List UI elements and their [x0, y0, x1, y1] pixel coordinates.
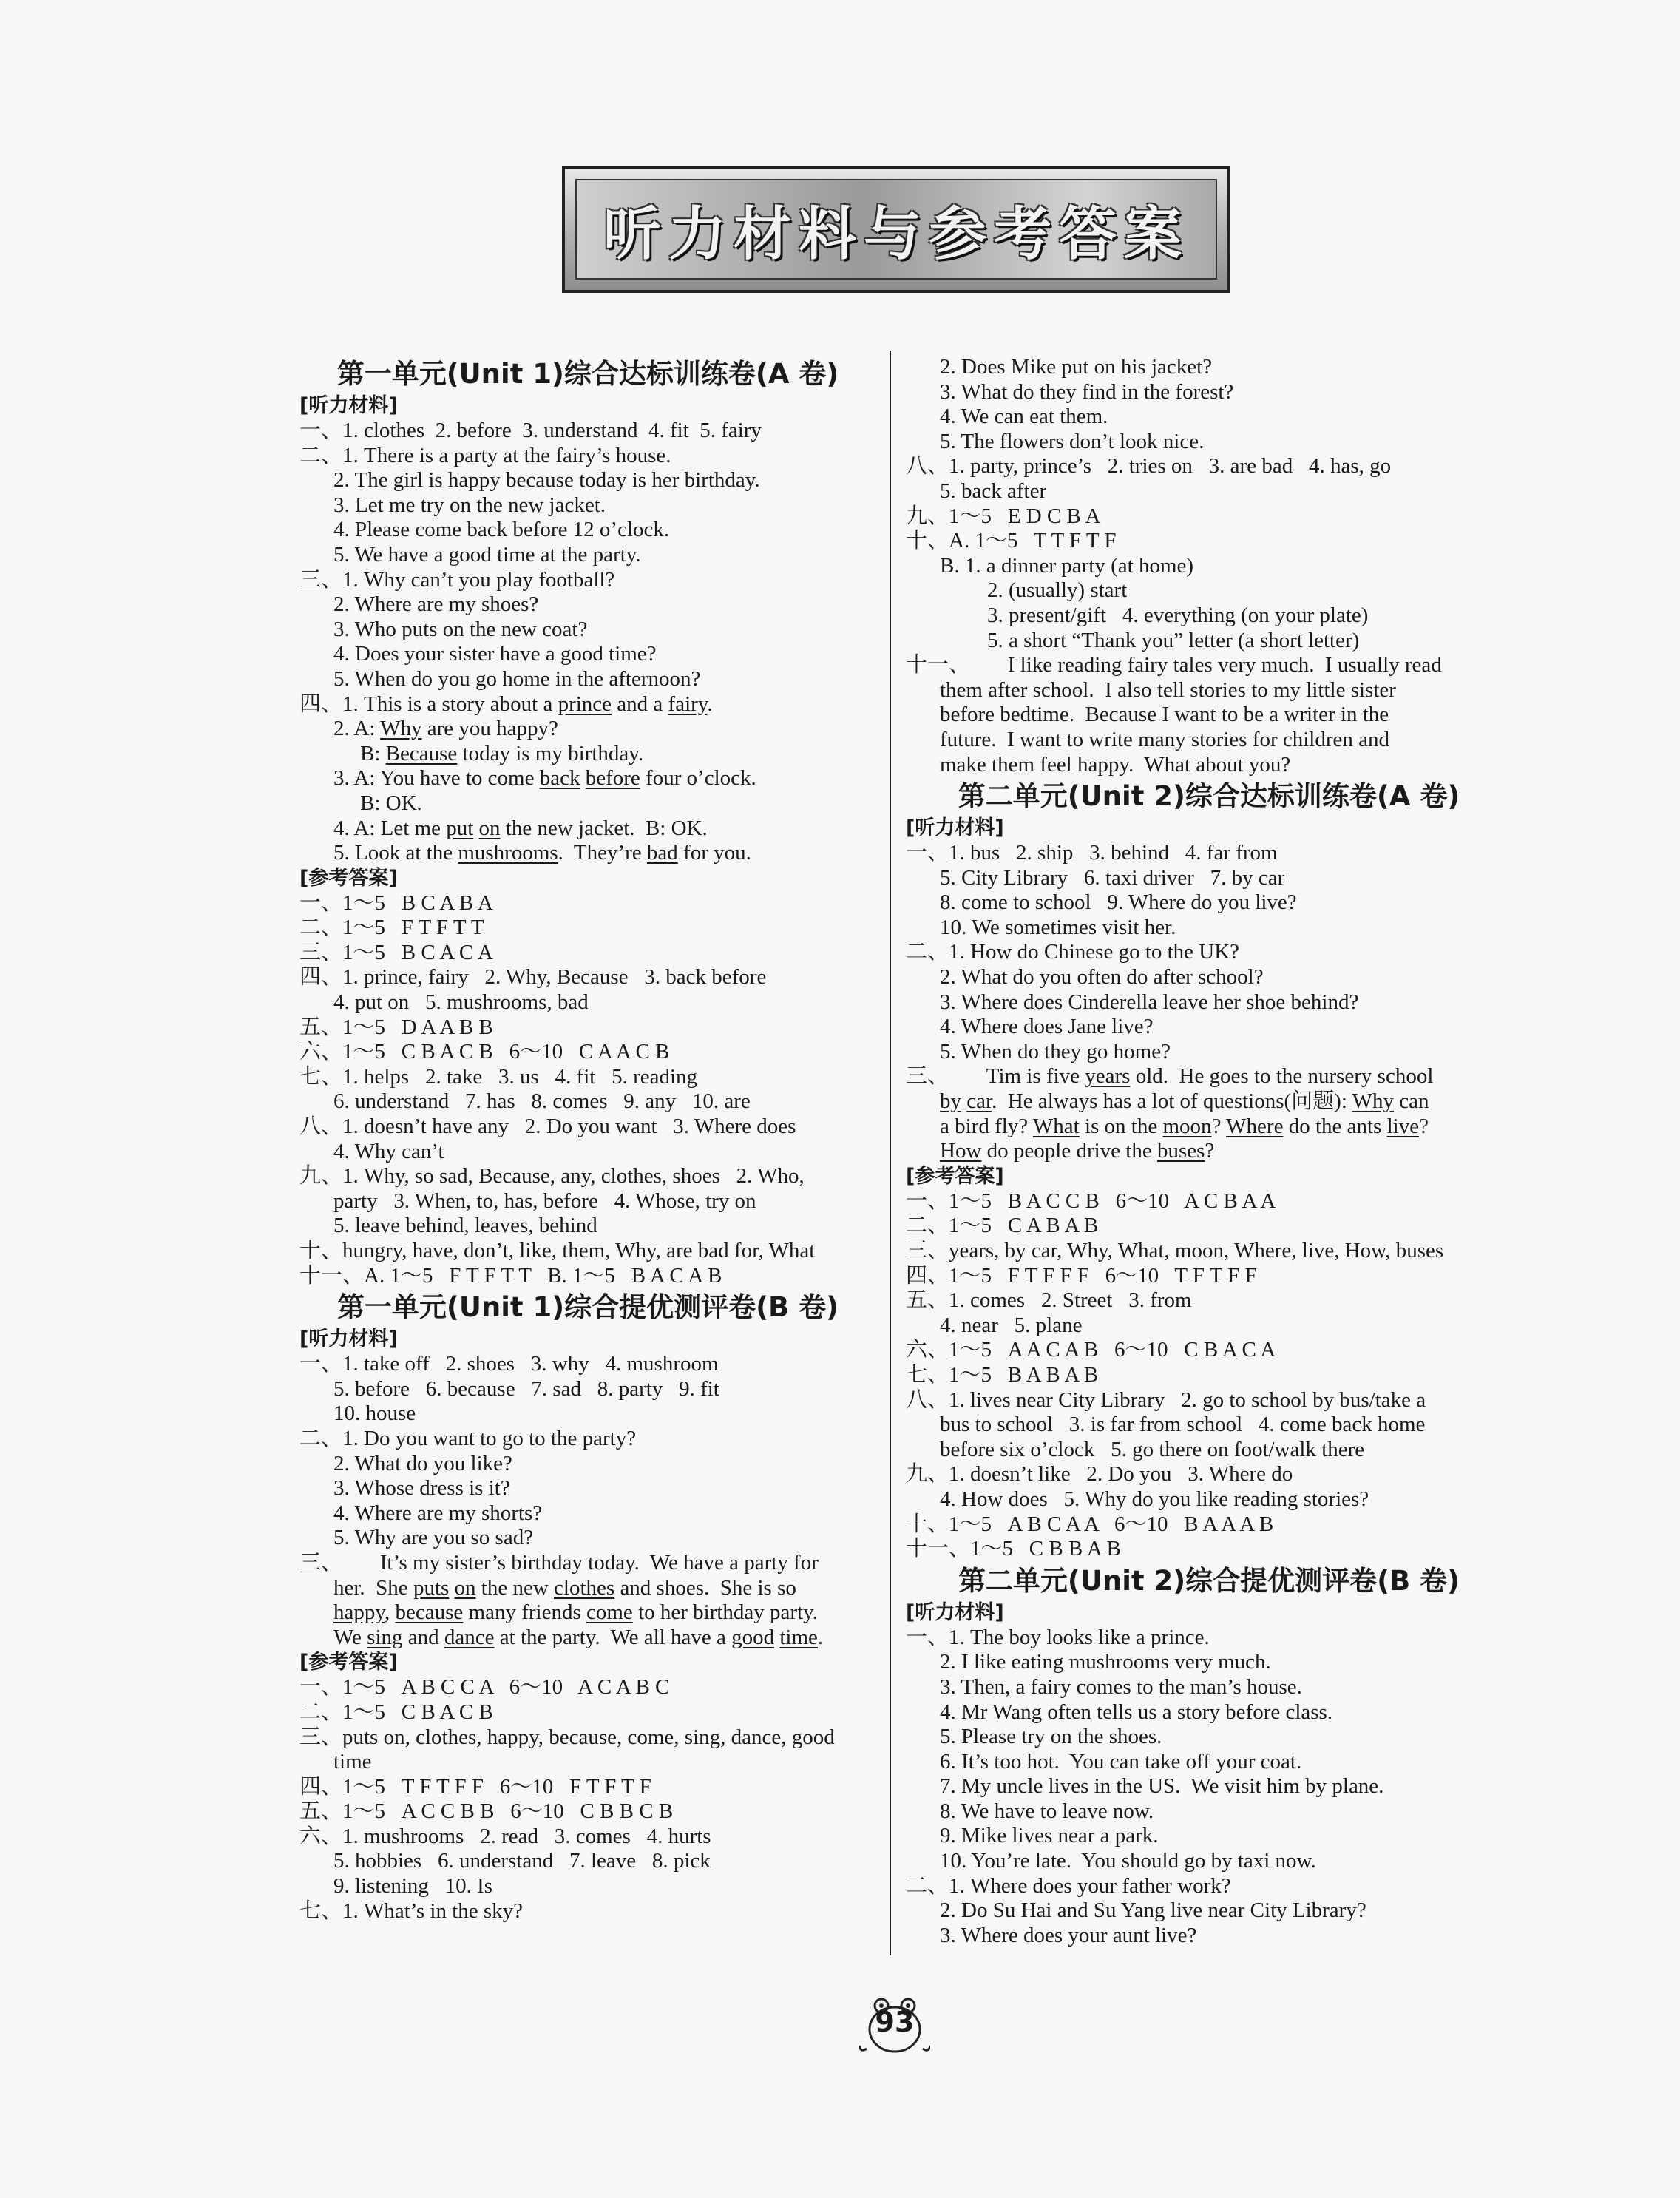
- text-line: 三、 Tim is five years old. He goes to the nursery school: [906, 1064, 1434, 1089]
- subsection-label: [听力材料]: [299, 1328, 398, 1351]
- title-banner: [562, 166, 1230, 293]
- text-line: 5. Look at the mushrooms. They’re bad for you.: [333, 841, 751, 865]
- text-line: 5. The flowers don’t look nice.: [940, 429, 1205, 453]
- underlined-answer: buses: [1156, 1139, 1205, 1163]
- subsection-label: [听力材料]: [906, 816, 1004, 840]
- text-line: 4. Where does Jane live?: [940, 1015, 1154, 1039]
- text-line: 4. Does your sister have a good time?: [333, 642, 657, 666]
- section-heading: 第二单元(Unit 2)综合达标训练卷(A 卷): [958, 780, 1460, 813]
- text-line: happy, because many friends come to her birthday party.: [333, 1600, 818, 1625]
- text-line: 3. Let me try on the new jacket.: [333, 493, 606, 517]
- underlined-answer: mushrooms: [458, 841, 558, 865]
- text-line: 一、1. bus 2. ship 3. behind 4. far from: [906, 841, 1278, 865]
- text-line: 5. City Library 6. taxi driver 7. by car: [940, 865, 1285, 890]
- underlined-answer: Why: [1352, 1089, 1394, 1114]
- underlined-answer: by: [940, 1089, 961, 1114]
- text-line: party 3. When, to, has, before 4. Whose, try on: [333, 1188, 756, 1213]
- text-line: 8. come to school 9. Where do you live?: [940, 890, 1297, 915]
- text-line: 3. Who puts on the new coat?: [333, 617, 588, 641]
- text-line: time: [333, 1750, 372, 1774]
- text-line: 一、1. The boy looks like a prince.: [906, 1625, 1210, 1649]
- underlined-answer: dance: [444, 1625, 495, 1649]
- text-line: by car. He always has a lot of questions(问题): Why can: [940, 1089, 1429, 1114]
- text-line: 七、1～5 B A B A B: [906, 1362, 1099, 1387]
- text-line: her. She puts on the new clothes and shoes. She is so: [333, 1575, 796, 1600]
- text-line: 六、1～5 C B A C B 6～10 C A A C B: [299, 1040, 670, 1064]
- text-line: 2. A: Why are you happy?: [333, 717, 558, 741]
- text-line: 5. a short “Thank you” letter (a short letter): [987, 628, 1360, 652]
- underlined-answer: clothes: [554, 1575, 615, 1600]
- underlined-answer: How: [940, 1139, 982, 1163]
- text-line: 5. When do they go home?: [940, 1039, 1171, 1064]
- text-line: 5. Please try on the shoes.: [940, 1725, 1162, 1749]
- column-divider: [890, 351, 891, 1955]
- text-line: B. 1. a dinner party (at home): [940, 553, 1194, 578]
- text-line: 3. Whose dress is it?: [333, 1476, 510, 1501]
- underlined-answer: on: [478, 816, 501, 840]
- text-line: 九、1～5 E D C B A: [906, 504, 1101, 528]
- right-column: [906, 355, 1512, 1948]
- text-line: 一、1～5 B C A B A: [299, 890, 493, 915]
- text-line: 6. understand 7. has 8. comes 9. any 10. are: [333, 1089, 751, 1114]
- text-line: 9. listening 10. Is: [333, 1874, 493, 1898]
- section-heading: 第一单元(Unit 1)综合达标训练卷(A 卷): [336, 358, 839, 390]
- text-line: 五、1～5 A C C B B 6～10 C B B C B: [299, 1799, 674, 1824]
- text-line: We sing and dance at the party. We all have a good time.: [333, 1625, 824, 1649]
- text-line: 十、1～5 A B C A A 6～10 B A A A B: [906, 1512, 1274, 1536]
- text-line: B: Because today is my birthday.: [360, 741, 644, 765]
- text-line: make them feel happy. What about you?: [940, 752, 1291, 777]
- page-number: 93: [875, 2006, 915, 2038]
- text-line: 2. Do Su Hai and Su Yang live near City Library?: [940, 1898, 1366, 1923]
- underlined-answer: on: [454, 1575, 476, 1600]
- text-line: 五、1. comes 2. Street 3. from: [906, 1288, 1192, 1313]
- text-line: 二、1. How do Chinese go to the UK?: [906, 940, 1240, 964]
- text-line: 3. What do they find in the forest?: [940, 379, 1234, 404]
- underlined-answer: years: [1085, 1064, 1131, 1089]
- text-line: 2. Does Mike put on his jacket?: [940, 355, 1213, 379]
- text-line: 十一、A. 1～5 F T F T T B. 1～5 B A C A B: [299, 1263, 722, 1288]
- underlined-answer: car: [966, 1089, 992, 1114]
- underlined-answer: good: [731, 1625, 775, 1649]
- text-line: 十、A. 1～5 T T F T F: [906, 529, 1117, 553]
- underlined-answer: Why: [380, 717, 422, 741]
- text-line: future. I want to write many stories for children and: [940, 727, 1390, 751]
- subsection-label: [参考答案]: [299, 1651, 398, 1674]
- text-line: 十一、1～5 C B B A B: [906, 1537, 1121, 1561]
- text-line: 5. leave behind, leaves, behind: [333, 1214, 597, 1238]
- left-column: [299, 355, 876, 1924]
- text-line: 3. Where does Cinderella leave her shoe behind?: [940, 990, 1359, 1014]
- underlined-answer: sing: [367, 1625, 403, 1649]
- text-line: a bird fly? What is on the moon? Where do the ants live?: [940, 1114, 1429, 1138]
- text-line: 三、puts on, clothes, happy, because, come, sing, dance, good: [299, 1725, 835, 1749]
- text-line: 二、1～5 F T F T T: [299, 916, 484, 940]
- text-line: 八、1. party, prince’s 2. tries on 3. are bad 4. has, go: [906, 454, 1392, 479]
- text-line: 4. Please come back before 12 o’clock.: [333, 518, 670, 542]
- subsection-label: [参考答案]: [299, 866, 398, 890]
- underlined-answer: What: [1032, 1114, 1080, 1138]
- text-line: How do people drive the buses?: [940, 1139, 1215, 1163]
- text-line: 六、1～5 A A C A B 6～10 C B A C A: [906, 1338, 1276, 1362]
- underlined-answer: puts: [413, 1575, 450, 1600]
- text-line: 4. Why can’t: [333, 1139, 444, 1163]
- text-line: 三、years, by car, Why, What, moon, Where, live, How, buses: [906, 1239, 1444, 1262]
- text-line: 5. hobbies 6. understand 7. leave 8. pick: [333, 1849, 711, 1873]
- text-line: 六、1. mushrooms 2. read 3. comes 4. hurts: [299, 1824, 711, 1848]
- text-line: 2. (usually) start: [987, 578, 1128, 603]
- underlined-answer: prince: [558, 691, 612, 716]
- text-line: 二、1. There is a party at the fairy’s house.: [299, 443, 671, 467]
- text-line: 四、1～5 F T F F F 6～10 T F T F F: [906, 1263, 1257, 1288]
- text-line: 一、1. clothes 2. before 3. understand 4. fit 5. fairy: [299, 419, 762, 442]
- text-line: 四、1～5 T F T F F 6～10 F T F T F: [299, 1774, 651, 1799]
- text-line: 三、1. Why can’t you play football?: [299, 567, 615, 592]
- text-line: 10. house: [333, 1401, 416, 1426]
- text-line: 八、1. lives near City Library 2. go to school by bus/take a: [906, 1387, 1426, 1412]
- underlined-answer: Where: [1226, 1114, 1284, 1138]
- text-line: 二、1～5 C A B A B: [906, 1214, 1099, 1238]
- underlined-answer: because: [395, 1600, 464, 1625]
- text-line: 五、1～5 D A A B B: [299, 1015, 493, 1039]
- text-line: 2. I like eating mushrooms very much.: [940, 1650, 1271, 1674]
- text-line: 九、1. Why, so sad, Because, any, clothes, shoes 2. Who,: [299, 1164, 805, 1188]
- text-line: 一、1～5 B A C C B 6～10 A C B A A: [906, 1188, 1276, 1213]
- text-line: 三、1～5 B C A C A: [299, 940, 493, 964]
- underlined-answer: come: [586, 1600, 633, 1625]
- text-line: 九、1. doesn’t like 2. Do you 3. Where do: [906, 1462, 1293, 1487]
- subsection-label: [听力材料]: [906, 1600, 1004, 1624]
- text-line: 十一、 I like reading fairy tales very much. I usually read: [906, 653, 1442, 677]
- text-line: 5. When do you go home in the afternoon?: [333, 666, 701, 691]
- text-line: B: OK.: [360, 791, 422, 815]
- title-banner-inner: [575, 179, 1217, 280]
- underlined-answer: back: [539, 766, 580, 791]
- text-line: 7. My uncle lives in the US. We visit him by plane.: [940, 1774, 1384, 1799]
- text-line: 二、1～5 C B A C B: [299, 1700, 493, 1724]
- text-line: before bedtime. Because I want to be a writer in the: [940, 703, 1389, 727]
- text-line: 3. Where does your aunt live?: [940, 1923, 1197, 1947]
- text-line: 七、1. helps 2. take 3. us 4. fit 5. reading: [299, 1064, 698, 1089]
- text-line: 七、1. What’s in the sky?: [299, 1898, 524, 1923]
- text-line: 4. near 5. plane: [940, 1313, 1083, 1337]
- text-line: 4. Mr Wang often tells us a story before class.: [940, 1700, 1333, 1724]
- text-line: 5. We have a good time at the party.: [333, 542, 641, 567]
- text-line: 四、1. prince, fairy 2. Why, Because 3. back before: [299, 965, 767, 990]
- underlined-answer: put: [446, 816, 474, 840]
- text-line: 3. Then, a fairy comes to the man’s house.: [940, 1674, 1302, 1699]
- text-line: bus to school 3. is far from school 4. come back home: [940, 1413, 1426, 1437]
- text-line: 2. What do you often do after school?: [940, 965, 1264, 990]
- text-line: 5. back after: [940, 479, 1047, 503]
- text-line: 十、hungry, have, don’t, like, them, Why, are bad for, What: [299, 1239, 816, 1262]
- text-line: 4. Where are my shorts?: [333, 1501, 543, 1525]
- underlined-answer: live: [1386, 1114, 1420, 1138]
- underlined-answer: happy: [333, 1600, 385, 1625]
- text-line: 一、1～5 A B C C A 6～10 A C A B C: [299, 1675, 670, 1700]
- text-line: 二、1. Where does your father work?: [906, 1873, 1231, 1898]
- text-line: them after school. I also tell stories to my little sister: [940, 677, 1396, 702]
- text-line: 3. A: You have to come back before four o’clock.: [333, 766, 756, 791]
- text-line: 三、 It’s my sister’s birthday today. We have a party for: [299, 1550, 819, 1575]
- text-line: 8. We have to leave now.: [940, 1799, 1154, 1823]
- text-line: 10. We sometimes visit her.: [940, 915, 1176, 939]
- section-heading: 第一单元(Unit 1)综合提优测评卷(B 卷): [336, 1291, 839, 1324]
- text-line: 5. Why are you so sad?: [333, 1526, 534, 1550]
- text-line: 6. It’s too hot. You can take off your coat.: [940, 1749, 1302, 1773]
- underlined-answer: fairy: [668, 691, 708, 716]
- underlined-answer: bad: [646, 841, 678, 865]
- text-line: 一、1. take off 2. shoes 3. why 4. mushroom: [299, 1352, 719, 1376]
- text-line: 5. before 6. because 7. sad 8. party 9. fit: [333, 1376, 719, 1401]
- text-line: 10. You’re late. You should go by taxi now.: [940, 1849, 1316, 1873]
- underlined-answer: time: [779, 1625, 818, 1649]
- text-line: 4. How does 5. Why do you like reading stories?: [940, 1487, 1369, 1511]
- underlined-answer: moon: [1162, 1114, 1212, 1138]
- text-line: before six o’clock 5. go there on foot/walk there: [940, 1437, 1365, 1461]
- page-title: 听力材料与参考答案: [603, 201, 1189, 268]
- text-line: 4. We can eat them.: [940, 405, 1108, 429]
- text-line: 2. The girl is happy because today is her birthday.: [333, 468, 760, 493]
- text-line: 八、1. doesn’t have any 2. Do you want 3. Where does: [299, 1115, 796, 1139]
- text-line: 2. Where are my shoes?: [333, 592, 539, 617]
- text-line: 4. A: Let me put on the new jacket. B: OK.: [333, 816, 708, 840]
- text-line: 3. present/gift 4. everything (on your plate): [987, 603, 1369, 627]
- text-line: 二、1. Do you want to go to the party?: [299, 1426, 637, 1450]
- underlined-answer: before: [585, 766, 640, 791]
- text-line: 9. Mike lives near a park.: [940, 1824, 1159, 1848]
- text-line: 4. put on 5. mushrooms, bad: [333, 990, 589, 1015]
- underlined-answer: Because: [385, 741, 458, 765]
- subsection-label: [听力材料]: [299, 394, 398, 417]
- text-line: 2. What do you like?: [333, 1451, 512, 1475]
- section-heading: 第二单元(Unit 2)综合提优测评卷(B 卷): [958, 1564, 1460, 1597]
- text-line: 四、1. This is a story about a prince and a fairy.: [299, 691, 713, 716]
- subsection-label: [参考答案]: [906, 1164, 1004, 1188]
- page-number-badge: [859, 1997, 930, 2056]
